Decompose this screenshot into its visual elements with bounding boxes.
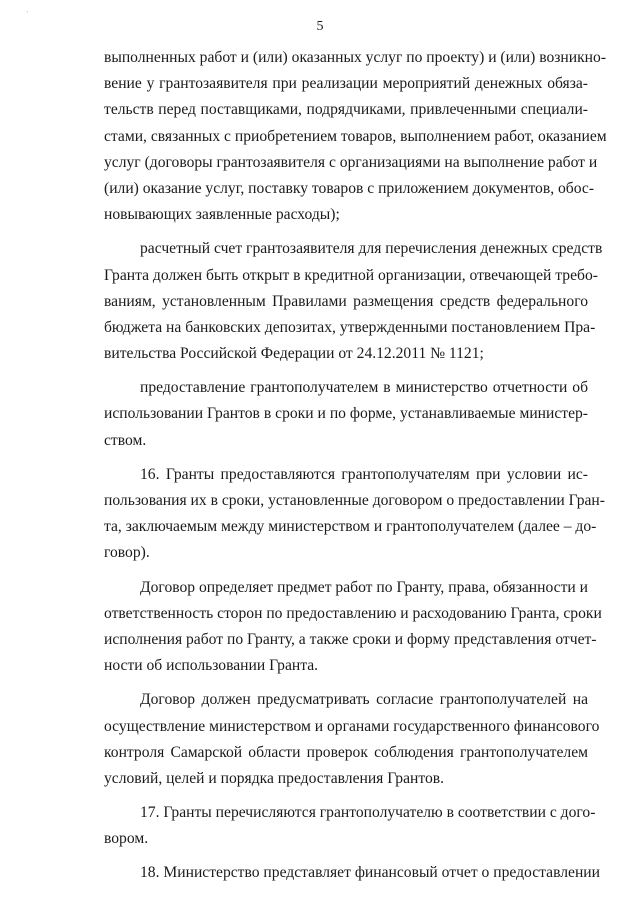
text-line: расчетный счет грантозаявителя для перечисления денежных средств: [140, 240, 603, 258]
text-line: та, заключаемым между министерством и грантополучателем (далее – до-: [104, 518, 597, 536]
text-line: ством.: [104, 431, 147, 449]
paragraph: [104, 236, 603, 367]
text-line: говор).: [104, 544, 150, 562]
text-line: Договор должен предусматривать согласие грантополучателей на: [140, 691, 588, 709]
text-line: 17. Гранты перечисляются грантополучателю в соответствии с дого-: [140, 804, 596, 822]
text-line: 16. Гранты предоставляются грантополучателям при условии ис-: [140, 465, 588, 483]
text-line: Договор определяет предмет работ по Гранту, права, обязанности и: [140, 578, 588, 596]
text-line: использовании Грантов в сроки и по форме, устанавливаемые министер-: [104, 405, 588, 423]
text-line: условий, целей и порядка предоставления Грантов.: [104, 769, 445, 787]
text-line: ваниям, установленным Правилами размещения средств федерального: [104, 292, 588, 310]
text-line: выполненных работ и (или) оказанных услуг по проекту) и (или) возникно-: [104, 49, 607, 66]
paragraph: [104, 860, 600, 886]
text-line: тельств перед поставщиками, подрядчиками, привлеченными специали-: [104, 101, 588, 119]
paragraph: [104, 687, 600, 792]
text-line: контроля Самарской области проверок соблюдения грантополучателем: [104, 743, 588, 761]
paragraph: [104, 375, 588, 454]
text-line: (или) оказание услуг, поставку товаров с приложением документов, обос-: [104, 179, 595, 197]
scan-mark: `: [26, 10, 29, 19]
text-line: вительства Российской Федерации от 24.12.2011 № 1121;: [104, 345, 484, 363]
document-body: [104, 45, 607, 887]
paragraph-gap: [104, 792, 588, 800]
text-line: пользования их в сроки, установленные договором о предоставлении Гран-: [104, 492, 605, 509]
text-line: бюджета на банковских депозитах, утвержденными постановлением Пра-: [104, 318, 596, 336]
paragraph-gap: [104, 852, 588, 860]
text-line: Гранта должен быть открыт в кредитной организации, отвечающей требо-: [104, 266, 598, 284]
text-line: 18. Министерство представляет финансовый отчет о предоставлении: [140, 864, 600, 882]
text-line: вором.: [104, 830, 149, 848]
paragraph-gap: [104, 454, 588, 462]
paragraph-gap: [104, 228, 588, 236]
paragraph: [104, 45, 607, 228]
paragraph-gap: [104, 367, 588, 375]
text-line: исполнения работ по Гранту, а также сроки и форму представления отчет-: [104, 630, 597, 648]
text-line: услуг (договоры грантозаявителя с организациями на выполнение работ и: [104, 153, 598, 171]
page-number: 5: [316, 19, 324, 34]
text-line: вение у грантозаявителя при реализации мероприятий денежных обяза-: [104, 75, 588, 93]
text-line: предоставление грантополучателем в министерство отчетности об: [140, 379, 588, 397]
text-line: осуществление министерством и органами государственного финансового: [104, 717, 600, 735]
paragraph-gap: [104, 679, 588, 687]
text-line: ности об использовании Гранта.: [104, 657, 319, 675]
text-line: ответственность сторон по предоставлению и расходованию Гранта, сроки: [104, 604, 602, 622]
paragraph: [104, 800, 596, 852]
paragraph: [104, 462, 605, 567]
text-line: новывающих заявленные расходы);: [104, 206, 340, 224]
text-line: стами, связанных с приобретением товаров, выполнением работ, оказанием: [104, 127, 607, 145]
paragraph: [104, 575, 602, 680]
paragraph-gap: [104, 567, 588, 575]
